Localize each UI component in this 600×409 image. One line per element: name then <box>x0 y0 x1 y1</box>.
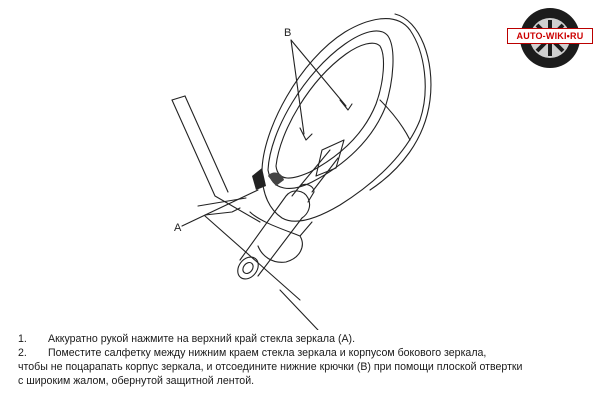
site-logo-text: AUTO-WIKI•RU <box>507 28 593 44</box>
screwdriver-handle-end-inner <box>241 261 255 276</box>
step-text: Аккуратно рукой нажмите на верхний край стекла зеркала (А). <box>48 333 356 345</box>
mirror-housing-back <box>380 100 410 140</box>
pointer-line-a <box>182 190 258 226</box>
step-text: Поместите салфетку между нижним краем стекла зеркала и корпусом бокового зеркала, <box>48 347 487 359</box>
label-b: B <box>284 27 292 39</box>
mirror-base <box>250 212 302 262</box>
door-panel-line <box>205 208 240 215</box>
mirror-glass-edge <box>268 31 393 188</box>
door-frame-line <box>172 100 260 222</box>
step-number: 1. <box>18 333 27 345</box>
label-a: A <box>174 222 182 234</box>
door-lower-line <box>280 290 318 330</box>
instruction-step-1 <box>18 332 588 346</box>
instructions <box>18 332 588 388</box>
mirror-mount-shadow <box>252 168 266 190</box>
mirror-glass-surface <box>276 43 383 178</box>
mirror-housing <box>262 19 425 222</box>
screwdriver-handle <box>240 191 310 276</box>
mirror-housing-back <box>370 14 431 190</box>
instruction-step-2 <box>18 346 588 360</box>
step-text-continued: чтобы не поцарапать корпус зеркала, и отсоедините нижние крючки (В) при помощи плоской отвертки <box>18 361 523 373</box>
door-lower-line <box>205 216 300 300</box>
step-number: 2. <box>18 347 27 359</box>
screwdriver-handle-end <box>234 253 263 283</box>
door-frame-line <box>172 96 185 100</box>
step-text-continued: с широким жалом, обернутой защитной лентой. <box>18 375 255 387</box>
hook-mark <box>300 128 312 140</box>
protective-tape <box>316 140 344 176</box>
mirror-mount-shadow <box>268 173 284 186</box>
hook-mark <box>340 100 352 110</box>
mirror-base <box>300 222 312 236</box>
